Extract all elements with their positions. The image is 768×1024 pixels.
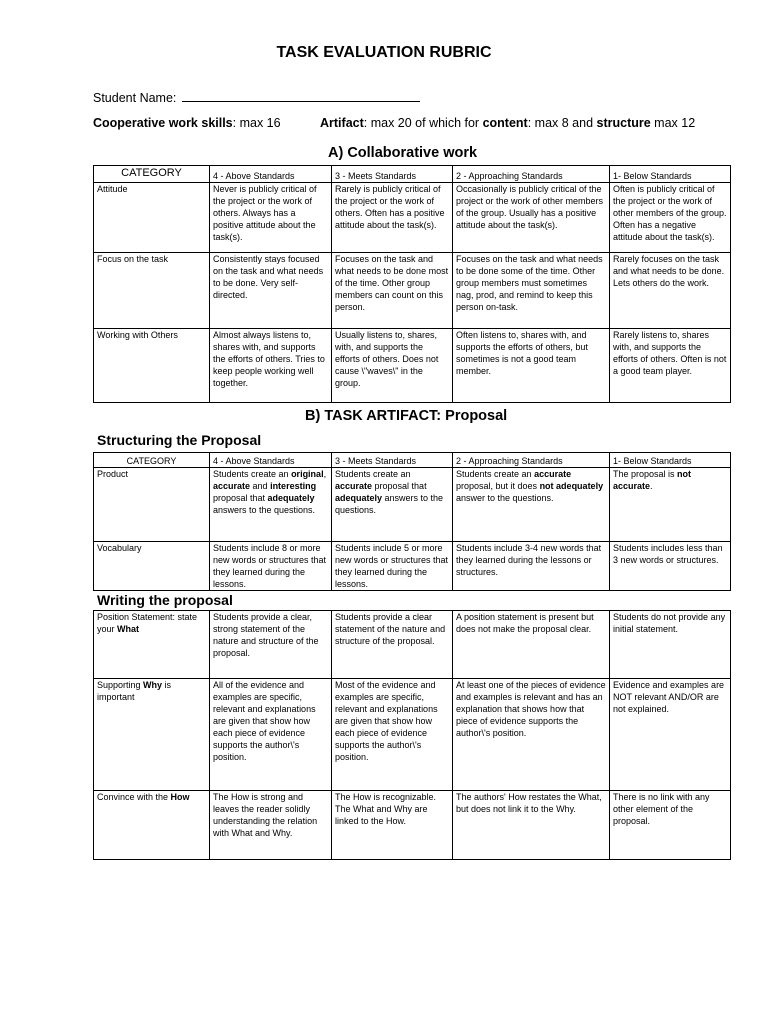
category-cell: Focus on the task (94, 253, 210, 329)
header-approaching-standards: 2 - Approaching Standards (453, 453, 610, 468)
category-cell: Vocabulary (94, 542, 210, 591)
writing-table (93, 610, 731, 860)
table-row (94, 468, 731, 542)
cooperative-label: Cooperative work skills (93, 116, 233, 130)
header-meets-standards: 3 - Meets Standards (332, 453, 453, 468)
header-approaching-standards: 2 - Approaching Standards (453, 166, 610, 183)
approaching-cell: Focuses on the task and what needs to be done some of the time. Other group members must sometimes nag, prod, and remind to keep this person on-task. (453, 253, 610, 329)
meets-cell: Focuses on the task and what needs to be done most of the time. Other group members can count on this person. (332, 253, 453, 329)
meets-cell: Students include 5 or more new words or structures that they learned during the lessons. (332, 542, 453, 591)
approaching-cell: The authors' How restates the What, but does not link it to the Why. (453, 791, 610, 860)
above-cell: Consistently stays focused on the task and what needs to be done. Very self-directed. (210, 253, 332, 329)
above-cell: The How is strong and leaves the reader solidly understanding the relation with What and Why. (210, 791, 332, 860)
page-title: TASK EVALUATION RUBRIC (276, 44, 492, 61)
student-name-label: Student Name: (93, 91, 177, 105)
above-cell: Almost always listens to, shares with, and supports the efforts of others. Tries to keep people working well together. (210, 329, 332, 403)
header-above-standards: 4 - Above Standards (210, 166, 332, 183)
header-category: CATEGORY (94, 166, 210, 183)
header-below-standards: 1- Below Standards (610, 166, 731, 183)
below-cell: Rarely focuses on the task and what needs to be done. Lets others do the work. (610, 253, 731, 329)
header-above-standards: 4 - Above Standards (210, 453, 332, 468)
table-header-row (94, 166, 731, 183)
below-cell: Evidence and examples are NOT relevant AND/OR are not explained. (610, 679, 731, 791)
collaborative-work-table (93, 165, 731, 403)
meets-cell: Usually listens to, shares, with, and supports the efforts of others. Does not cause \"waves\" in the group. (332, 329, 453, 403)
cooperative-limit: Cooperative work skills: max 16 (93, 116, 281, 130)
category-cell: Attitude (94, 183, 210, 253)
structuring-title: Structuring the Proposal (97, 432, 262, 448)
writing-title: Writing the proposal (97, 592, 233, 608)
approaching-cell: Often listens to, shares with, and supports the efforts of others, but sometimes is not a good team member. (453, 329, 610, 403)
approaching-cell: Students create an accurate proposal, but it does not adequately answer to the questions. (453, 468, 610, 542)
above-cell: Students create an original, accurate and interesting proposal that adequately answers to the questions. (210, 468, 332, 542)
artifact-label: Artifact (320, 116, 364, 130)
approaching-cell: Occasionally is publicly critical of the project or the work of other members of the group. Usually has a positive attitude about the task(s). (453, 183, 610, 253)
below-cell: Students do not provide any initial statement. (610, 611, 731, 679)
artifact-limit: Artifact: max 20 of which for content: max 8 and structure max 12 (320, 116, 696, 130)
approaching-cell: Students include 3-4 new words that they learned during the lessons or structures. (453, 542, 610, 591)
header-below-standards: 1- Below Standards (610, 453, 731, 468)
approaching-cell: A position statement is present but does not make the proposal clear. (453, 611, 610, 679)
header-meets-standards: 3 - Meets Standards (332, 166, 453, 183)
below-cell: Rarely listens to, shares with, and supports the efforts of others. Often is not a good team player. (610, 329, 731, 403)
category-cell: Working with Others (94, 329, 210, 403)
meets-cell: Most of the evidence and examples are specific, relevant and explanations are given that show how each piece of evidence supports the author\'s position. (332, 679, 453, 791)
meets-cell: Students provide a clear statement of the nature and structure of the proposal. (332, 611, 453, 679)
approaching-cell: At least one of the pieces of evidence and examples is relevant and has an explanation that shows how that piece of evidence supports the author\'s position. (453, 679, 610, 791)
above-cell: Students provide a clear, strong statement of the nature and structure of the proposal. (210, 611, 332, 679)
above-cell: Students include 8 or more new words or structures that they learned during the lessons. (210, 542, 332, 591)
header-category: CATEGORY (94, 453, 210, 468)
section-b-title: B) TASK ARTIFACT: Proposal (305, 408, 508, 424)
table-row (94, 183, 731, 253)
student-name-blank-line[interactable] (182, 89, 420, 102)
above-cell: Never is publicly critical of the project or the work of others. Always has a positive attitude about the task(s). (210, 183, 332, 253)
category-cell: Convince with the How (94, 791, 210, 860)
meets-cell: Rarely is publicly critical of the project or the work of others. Often has a positive attitude about the task(s). (332, 183, 453, 253)
category-cell: Supporting Why is important (94, 679, 210, 791)
meets-cell: Students create an accurate proposal that adequately answers to the questions. (332, 468, 453, 542)
section-a-title: A) Collaborative work (328, 145, 478, 161)
above-cell: All of the evidence and examples are specific, relevant and explanations are given that show how each piece of evidence supports the author\'s position. (210, 679, 332, 791)
student-name-field (93, 89, 420, 105)
table-row (94, 542, 731, 591)
category-cell: Position Statement: state your What (94, 611, 210, 679)
below-cell: Students includes less than 3 new words or structures. (610, 542, 731, 591)
below-cell: There is no link with any other element of the proposal. (610, 791, 731, 860)
meets-cell: The How is recognizable. The What and Why are linked to the How. (332, 791, 453, 860)
structuring-table (93, 452, 731, 591)
below-cell: The proposal is not accurate. (610, 468, 731, 542)
table-row (94, 611, 731, 679)
category-cell: Product (94, 468, 210, 542)
table-row (94, 679, 731, 791)
table-row (94, 253, 731, 329)
table-row (94, 791, 731, 860)
table-row (94, 329, 731, 403)
table-header-row (94, 453, 731, 468)
below-cell: Often is publicly critical of the project or the work of other members of the group. Often has a negative attitude about the task(s). (610, 183, 731, 253)
